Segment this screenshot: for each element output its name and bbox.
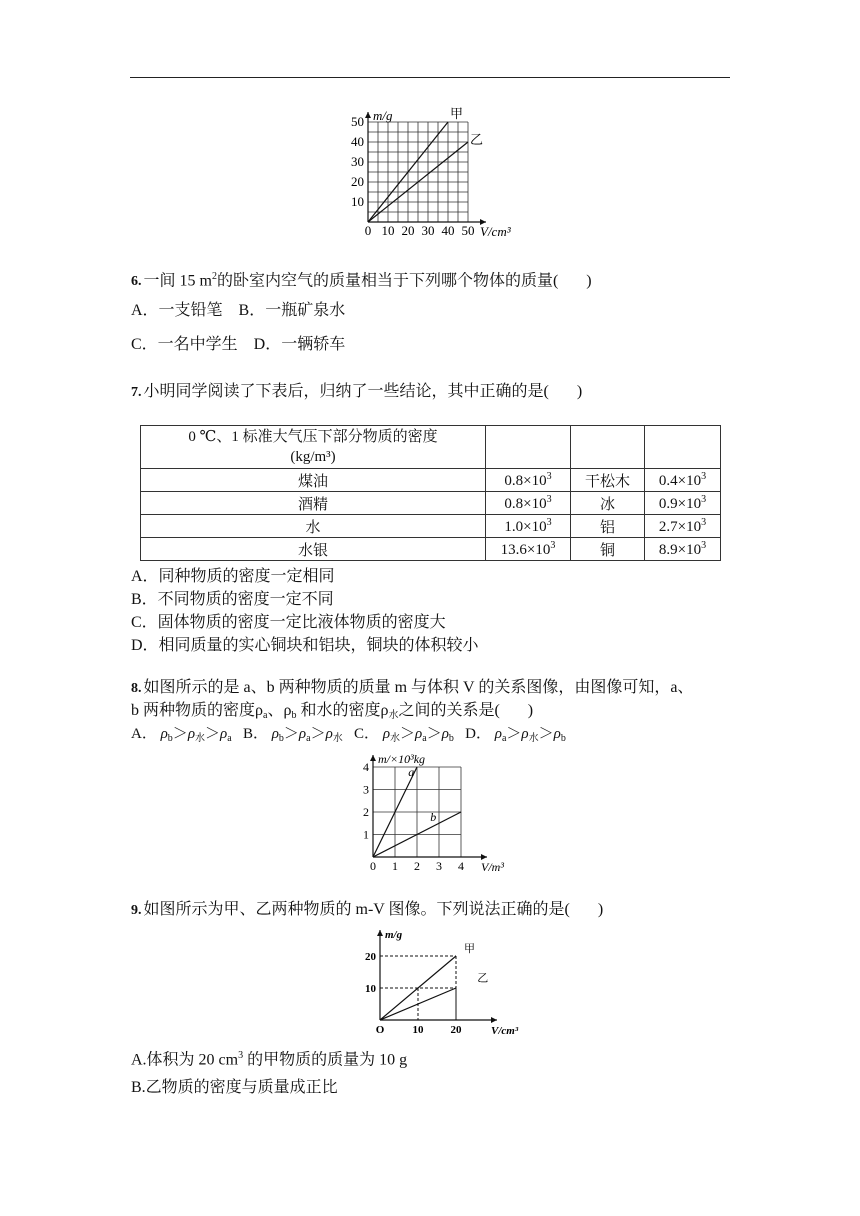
density-cell: $8.9\times 10^3$ [645,538,721,561]
y-tick-label: 50 [351,114,364,129]
table-row [141,538,721,561]
density-cell: $2.7\times 10^3$ [645,515,721,538]
density-cell: $13.6\times 10^3$ [486,538,571,561]
x-tick-label: 10 [381,223,395,238]
x-axis-label: V/m³ [481,860,504,874]
y-tick-label: 40 [351,134,364,149]
material-cell: 酒精 [141,492,486,515]
series-label: b [430,810,437,824]
x-tick-label: 10 [412,1024,424,1036]
y-tick-label: 10 [365,983,376,995]
material-cell: 水银 [141,538,486,561]
x-tick-label: 20 [401,223,415,238]
y-axis-label: m/g [385,929,403,941]
x-tick-label: 30 [421,223,435,238]
question-6: 6. 一间 15 $m^2$的卧室内空气的质量相当于下列哪个物体的质量( ) [131,271,592,290]
series-label: 乙 [477,972,489,985]
y-tick-label: 20 [365,951,376,963]
x-axis-label: V/cm³ [480,224,511,239]
q7-option-b: B．不同物质的密度一定不同 [131,591,334,608]
x-tick-label: 20 [450,1024,462,1036]
y-tick-label: 3 [363,782,369,797]
x-tick-label: O [375,1024,385,1036]
series-label: 乙 [470,132,484,147]
y-axis-label: m/g [373,108,393,123]
y-axis-arrow-icon [365,112,371,118]
table-row [141,515,721,538]
material-cell: 煤油 [141,469,486,492]
q9-option-b: B.乙物质的密度与质量成正比 [131,1079,338,1096]
material-cell: 铝 [571,515,645,538]
y-axis-label: m/×10³kg [378,752,426,766]
material-cell: 冰 [571,492,645,515]
y-tick-label: 10 [351,194,364,209]
question-9: 9. 如图所示为甲、乙两种物质的 m-V 图像。下列说法正确的是( ) [131,901,604,918]
y-tick-label: 20 [351,174,364,189]
table-title-cell: 0 ℃、1 标准大气压下部分物质的密度 (kg/m³) [141,426,486,469]
material-cell: 水 [141,515,486,538]
header-rule [130,77,730,78]
x-tick-label: 2 [414,859,420,873]
chart-mass-volume-2 [345,740,505,880]
x-tick-label: 50 [461,223,475,238]
y-tick-label: 30 [351,154,364,169]
table-row [141,492,721,515]
density-table [140,425,721,561]
q9-option-a: A.体积为 20 $cm^3$ 的甲物质的质量为 10 g [131,1050,408,1069]
question-8-line1: 8. 如图所示的是 a、b 两种物质的质量 m 与体积 V 的关系图像，由图像可知，a、 [131,679,694,696]
chart-mass-volume-1 [340,100,530,245]
series-label: a [408,765,415,779]
density-cell: $0.4\times 10^3$ [645,469,721,492]
y-axis-arrow-icon [377,930,383,936]
chart-mass-volume-3 [345,925,519,1040]
q6-options-cd: C．一名中学生 D．一辆轿车 [131,336,346,353]
density-cell: $0.8\times 10^3$ [486,469,571,492]
table-header-row [141,426,721,469]
q6-options-ab: A．一支铅笔 B．一瓶矿泉水 [131,302,346,319]
x-tick-label: 0 [370,859,376,873]
x-tick-label: 0 [364,223,372,238]
y-axis-arrow-icon [370,755,376,761]
density-cell: $1.0\times 10^3$ [486,515,571,538]
x-tick-label: 4 [458,859,464,873]
table-row [141,469,721,492]
question-7: 7. 小明同学阅读了下表后，归纳了一些结论，其中正确的是( ) [131,383,583,400]
x-axis-label: V/cm³ [491,1025,519,1037]
q8-options: A． $\rho_b>\rho_水>\rho_a$ B． $\rho_b>\rho_a>\rho_水$ C． $\rho_水>\rho_a>\rho_b$ D． $\rho_a>\rho_水>\rho_b$ [131,726,566,744]
x-tick-label: 3 [436,859,442,873]
series-label: 甲 [464,943,475,955]
question-8-line2: b 两种物质的密度$\rho_a$、$\rho_b$ 和水的密度$\rho_水$之间的关系是( ) [131,702,534,721]
x-tick-label: 40 [441,223,455,238]
material-cell: 干松木 [571,469,645,492]
q7-option-a: A．同种物质的密度一定相同 [131,568,335,585]
y-tick-label: 1 [363,827,369,842]
q7-option-c: C．固体物质的密度一定比液体物质的密度大 [131,614,446,631]
q7-option-d: D．相同质量的实心铜块和铝块，铜块的体积较小 [131,637,479,654]
x-tick-label: 1 [392,859,398,873]
material-cell: 铜 [571,538,645,561]
y-tick-label: 4 [363,760,369,774]
y-tick-label: 2 [363,805,369,819]
series-label: 甲 [450,106,464,121]
x-axis-arrow-icon [491,1017,497,1023]
density-cell: $0.9\times 10^3$ [645,492,721,515]
density-cell: $0.8\times 10^3$ [486,492,571,515]
